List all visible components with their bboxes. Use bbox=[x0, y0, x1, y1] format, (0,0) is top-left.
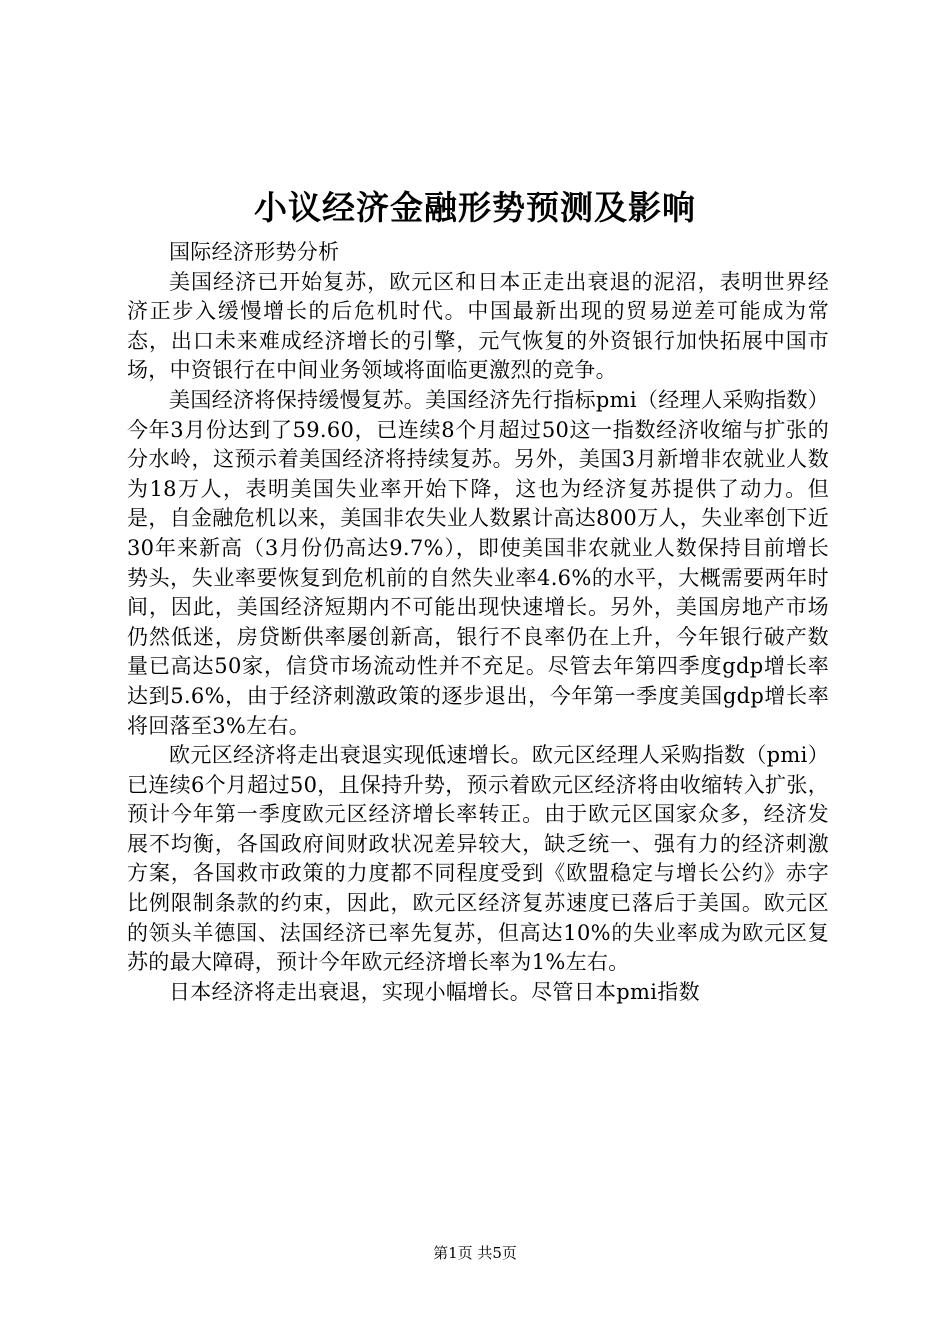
paragraph-intro: 美国经济已开始复苏，欧元区和日本正走出衰退的泥沼，表明世界经济正步入缓慢增长的后危机时代。中国最新出现的贸易逆差可能成为常态，出口未来难成经济增长的引擎，元气恢复的外资银行加快拓展中国市场，中资银行在中间业务领域将面临更激烈的竞争。 bbox=[127, 269, 829, 383]
paragraph-eurozone-economy: 欧元区经济将走出衰退实现低速增长。欧元区经理人采购指数（pmi）已连续6个月超过50，且保持升势，预示着欧元区经济将由收缩转入扩张，预计今年第一季度欧元区经济增长率转正。由于欧元区国家众多，经济发展不均衡，各国政府间财政状况差异较大，缺乏统一、强有力的经济刺激方案，各国救市政策的力度都不同程度受到《欧盟稳定与增长公约》赤字比例限制条款的约束，因此，欧元区经济复苏速度已落后于美国。欧元区的领头羊德国、法国经济已率先复苏，但高达10%的失业率成为欧元区复苏的最大障碍，预计今年欧元经济增长率为1%左右。 bbox=[127, 743, 829, 975]
section-heading: 国际经济形势分析 bbox=[169, 240, 340, 264]
paragraph-japan-economy: 日本经济将走出衰退，实现小幅增长。尽管日本pmi指数 bbox=[169, 979, 700, 1004]
paragraph-us-economy: 美国经济将保持缓慢复苏。美国经济先行指标pmi（经理人采购指数）今年3月份达到了59.60，已连续8个月超过50这一指数经济收缩与扩张的分水岭，这预示着美国经济将持续复苏。另外，美国3月新增非农就业人数为18万人，表明美国失业率开始下降，这也为经济复苏提供了动力。但是，自金融危机以来，美国非农失业人数累计高达800万人，失业率创下近30年来新高（3月份仍高达9.7%），即使美国非农就业人数保持目前增长势头，失业率要恢复到危机前的自然失业率4.6%的水平，大概需要两年时间，因此，美国经济短期内不可能出现快速增长。另外，美国房地产市场仍然低迷，房贷断供率屡创新高，银行不良率仍在上升，今年银行破产数量已高达50家，信贷市场流动性并不充足。尽管去年第四季度gdp增长率达到5.6%，由于经济刺激政策的逐步退出，今年第一季度美国gdp增长率将回落至3%左右。 bbox=[127, 387, 829, 738]
page-number-footer: 第1页 共5页 bbox=[433, 1244, 517, 1262]
document-body bbox=[127, 238, 829, 1007]
document-title: 小议经济金融形势预测及影响 bbox=[254, 188, 696, 227]
